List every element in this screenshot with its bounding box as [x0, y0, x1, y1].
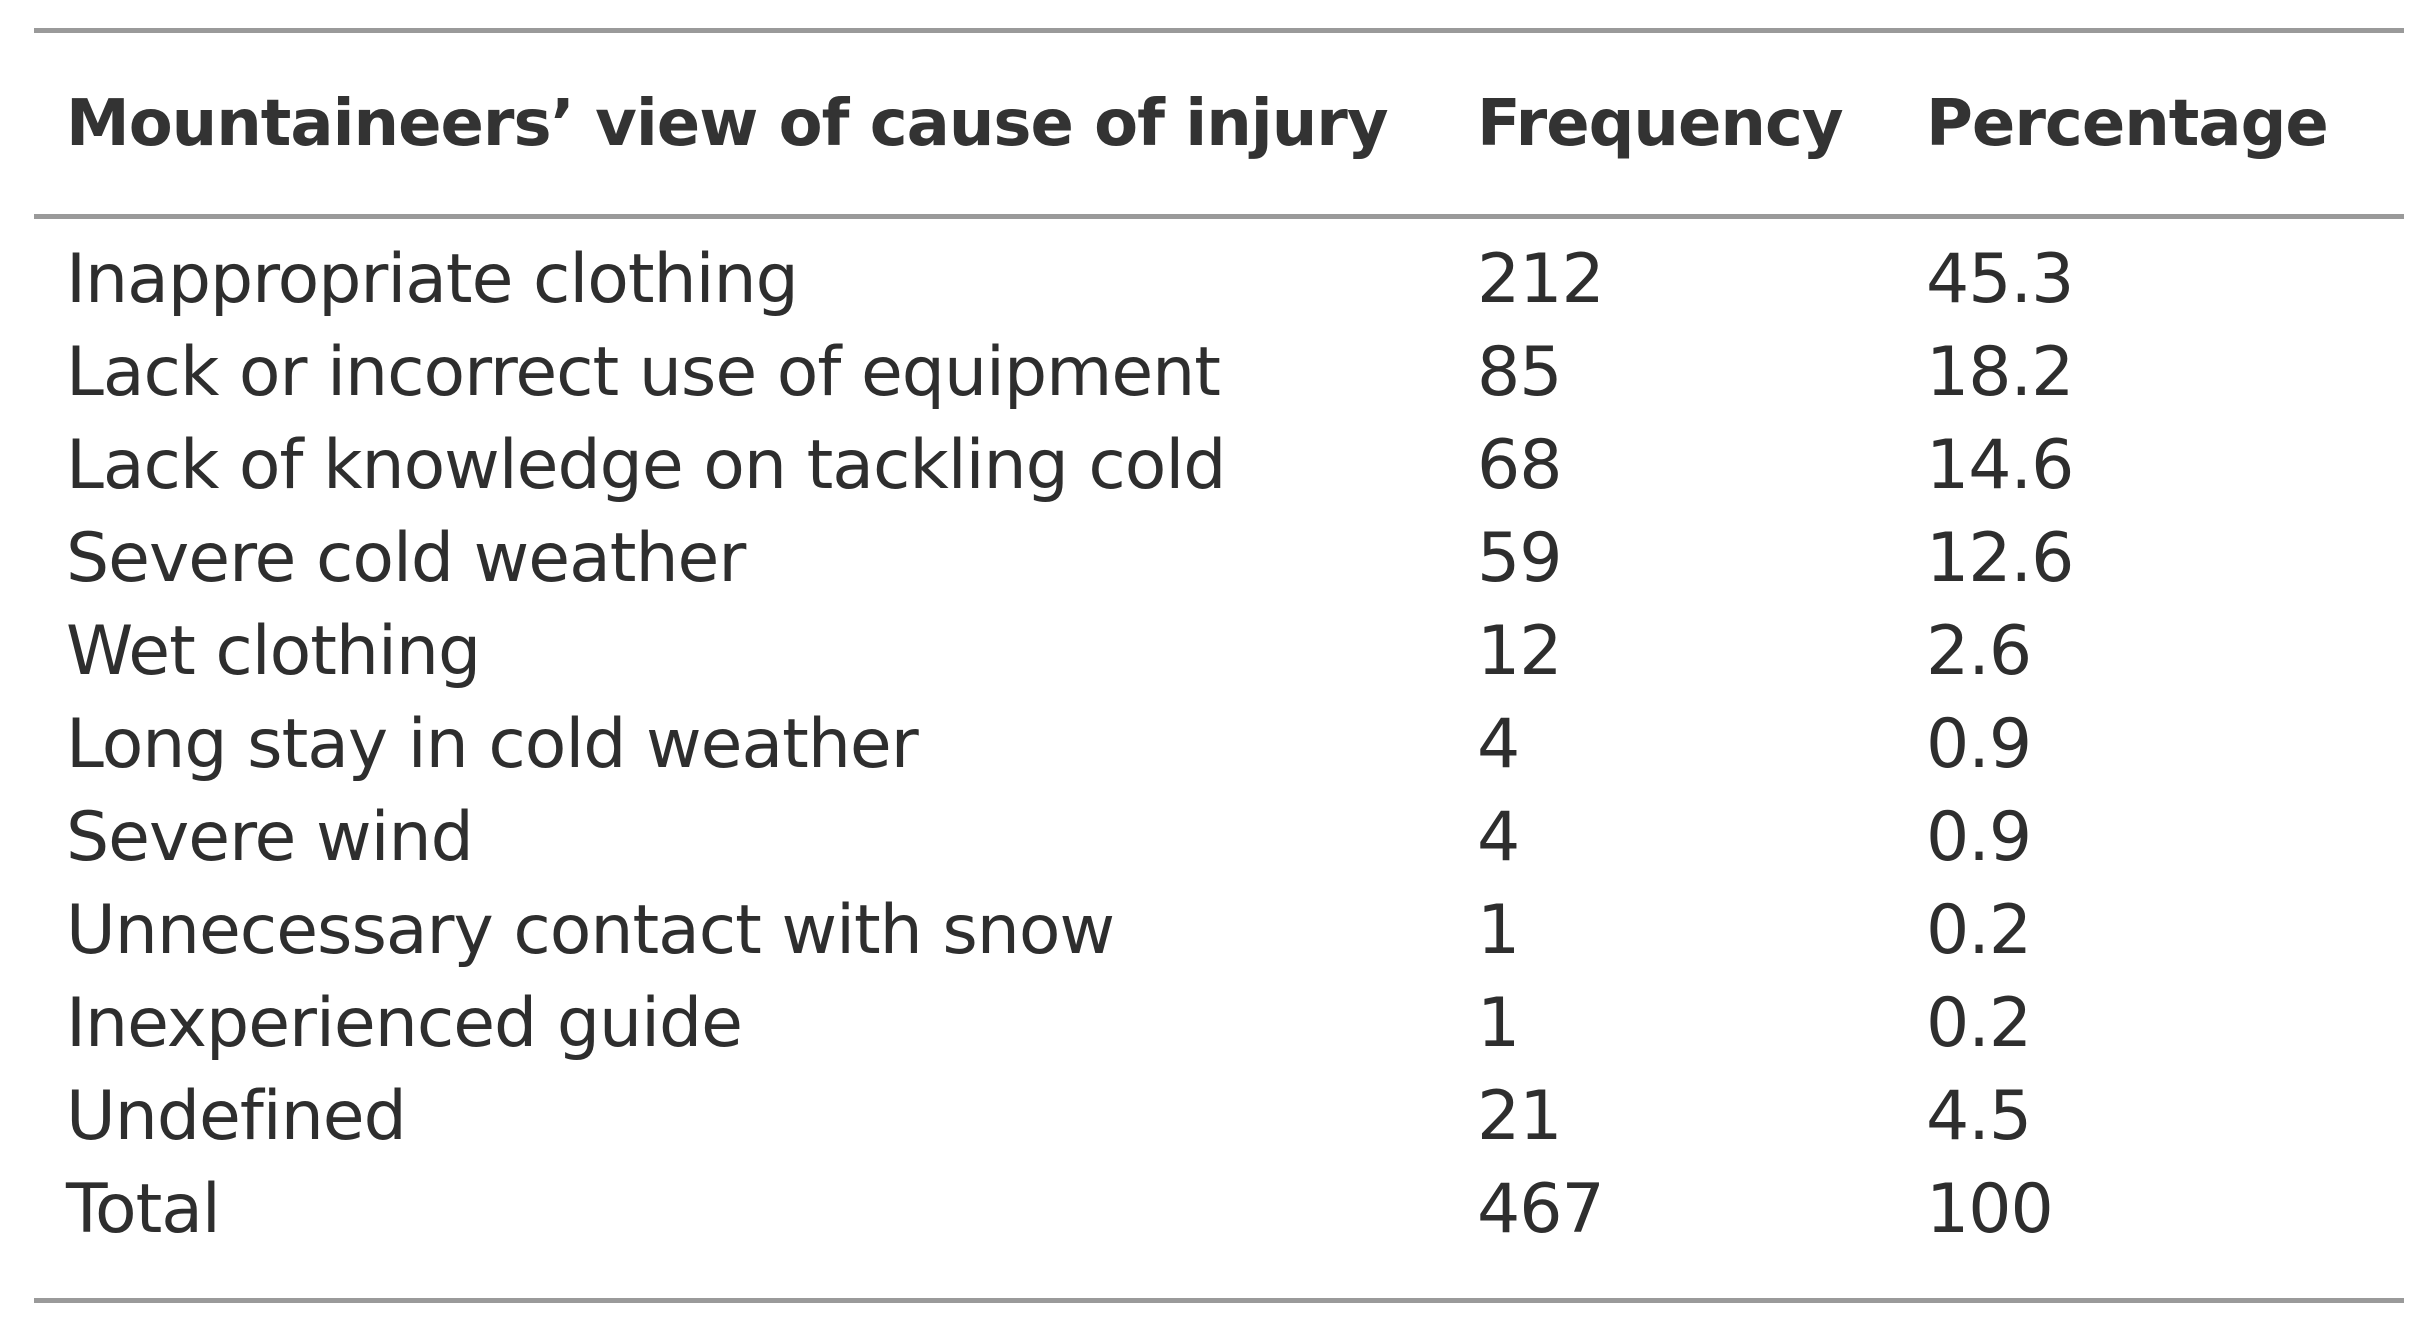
percentage-cell: 0.2: [1926, 984, 2032, 1063]
frequency-cell: 4: [1477, 705, 1520, 784]
percentage-cell: 12.6: [1926, 519, 2074, 598]
frequency-cell: 12: [1477, 612, 1562, 691]
percentage-cell: 2.6: [1926, 612, 2032, 691]
table-row: [0, 608, 2424, 701]
cause-cell: Lack or incorrect use of equipment: [66, 333, 1220, 412]
table-row: [0, 701, 2424, 794]
cause-cell: Unnecessary contact with snow: [66, 891, 1115, 970]
frequency-cell: 1: [1477, 984, 1520, 1063]
cause-cell: Severe cold weather: [66, 519, 746, 598]
percentage-cell: 18.2: [1926, 333, 2074, 412]
percentage-cell: 4.5: [1926, 1077, 2032, 1156]
frequency-cell: 212: [1477, 240, 1604, 319]
table-row: [0, 887, 2424, 980]
frequency-cell: 4: [1477, 798, 1520, 877]
cause-cell: Inexperienced guide: [66, 984, 742, 1063]
total-percentage: 100: [1926, 1170, 2053, 1249]
percentage-cell: 0.9: [1926, 705, 2032, 784]
cause-cell: Long stay in cold weather: [66, 705, 918, 784]
table-bottom-rule: [34, 1298, 2404, 1303]
table-row: [0, 236, 2424, 329]
table-top-rule: [34, 28, 2404, 33]
frequency-cell: 85: [1477, 333, 1562, 412]
percentage-cell: 14.6: [1926, 426, 2074, 505]
cause-cell: Inappropriate clothing: [66, 240, 798, 319]
total-frequency: 467: [1477, 1170, 1604, 1249]
table-row: [0, 422, 2424, 515]
frequency-cell: 21: [1477, 1077, 1562, 1156]
header-percentage: Percentage: [1926, 87, 2328, 161]
frequency-cell: 59: [1477, 519, 1562, 598]
cause-cell: Wet clothing: [66, 612, 481, 691]
percentage-cell: 0.2: [1926, 891, 2032, 970]
percentage-cell: 0.9: [1926, 798, 2032, 877]
table-header-rule: [34, 214, 2404, 219]
cause-cell: Undefined: [66, 1077, 406, 1156]
total-label: Total: [66, 1170, 220, 1249]
table-row: [0, 980, 2424, 1073]
table-total-row: [0, 1166, 2424, 1259]
frequency-cell: 68: [1477, 426, 1562, 505]
table-row: [0, 794, 2424, 887]
cause-cell: Lack of knowledge on tackling cold: [66, 426, 1226, 505]
frequency-cell: 1: [1477, 891, 1520, 970]
table-row: [0, 1073, 2424, 1166]
cause-cell: Severe wind: [66, 798, 473, 877]
table-row: [0, 515, 2424, 608]
header-cause: Mountaineers’ view of cause of injury: [66, 87, 1388, 161]
percentage-cell: 45.3: [1926, 240, 2074, 319]
table-row: [0, 329, 2424, 422]
header-frequency: Frequency: [1477, 87, 1843, 161]
